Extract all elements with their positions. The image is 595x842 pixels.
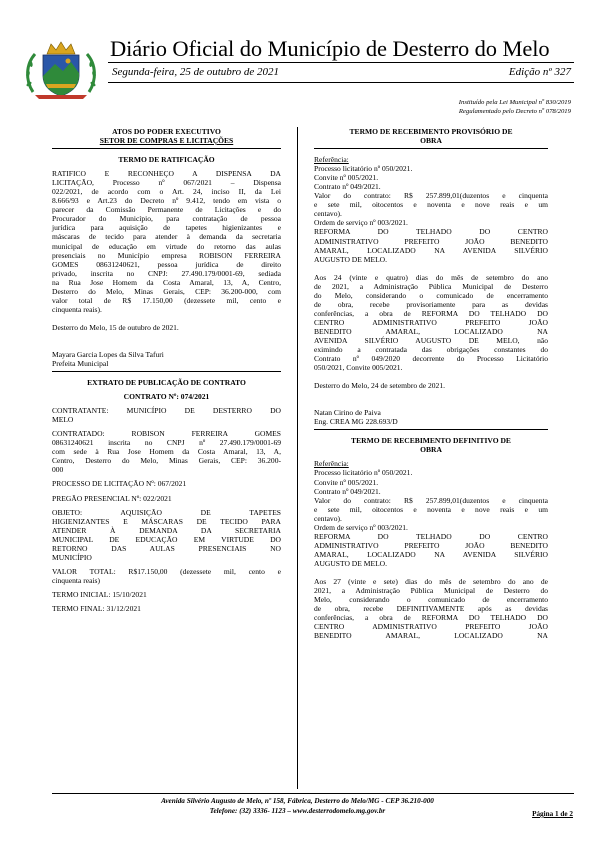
text-line: CENTRO ADMINISTRATIVO PREFEITO JOÃO [314,317,548,327]
text-line: Contrato nº 049/2020 decorrente do Processo Licitatório [314,354,548,364]
provisorio-heading: OBRA [420,136,442,146]
institution-decree: Regulamentado pelo Decreto nº 078/2019 [458,108,571,115]
text-line: RATIFICO E RECONHEÇO A DISPENSA DA [52,169,281,179]
objeto-text [52,508,281,562]
text-line: HIGIENIZANTES E MÁSCARAS DE TECIDO PARA [52,516,281,526]
contratante-line: CONTRATANTE: MUNICÍPIO DE DESTERRO DO [52,406,281,416]
text-line: conferências, a obra de REFORMA DO TELHADO DO [314,613,548,623]
right-column [314,127,548,640]
text-line: AUGUSTO DE MELO. [314,254,388,264]
text-line: com sede à Rua Jose Homem da Costa Amaral, 13, A, [52,447,281,457]
signer-name: Mayara Garcia Lopes da Silva Tafuri [52,349,164,359]
definitivo-heading: TERMO DE RECEBIMENTO DEFINITIVO DE [351,436,511,446]
text-line: conferências, a obra de REFORMA DO TELHADO DO [314,308,548,318]
issue-date: Segunda-feira, 25 de outubro de 2021 [112,66,280,78]
text-line: ATENDER À DEMANDA DA SECRETARIA [52,525,281,535]
text-line: parecer da Comissão Permanente de Licitações e do [52,205,281,215]
text-line: de obra, recebe DEFINITIVAMENTE após as devidas [314,604,548,614]
text-line: Convite nº 005/2021. [314,173,379,183]
valor-line: cinquenta reais) [52,575,100,585]
footer-rule [52,793,574,794]
text-line: Desterro do Melo, Minas Gerais, CEP: 36.200-000, com [52,286,281,296]
text-line: Referência: [314,155,349,165]
text-line: MUNICIPAL DE EDUCAÇÃO EM VIRTUDE DO [52,534,281,544]
section-rule [314,429,548,430]
def-reference [314,459,548,568]
text-line: MUNICÍPIO [52,552,92,562]
text-line: 000 [52,465,64,475]
text-line: eximindo a contratada das obrigações constantes do [314,345,548,355]
header-rule-lower [108,82,574,83]
pregao-line: PREGÃO PRESENCIAL Nº: 022/2021 [52,493,172,503]
text-line: jurídica para aquisição de tapetes higienizantes e [52,223,281,233]
text-line: 2021, a Administração Pública Municipal de Desterro do [314,586,548,596]
text-line: Centro, Desterro do Melo, Minas Gerais, CEP: 36.200- [52,456,281,466]
text-line: do Melo, considerando o comunicado de encerramento [314,290,548,300]
text-line: 8.666/93 e Art.23 do Decreto nº 9.412, tendo em vista o [52,196,281,206]
contrato-number-heading: CONTRATO Nº: 074/2021 [123,392,210,402]
text-line: e sete mil, oitocentos e noventa e nove reais e um [314,504,548,514]
text-line: AUGUSTO DE MELO. [314,558,388,568]
text-line: CENTRO ADMINISTRATIVO PREFEITO JOÃO [314,622,548,632]
text-line: centavo). [314,513,342,523]
contratado-text [52,429,281,474]
section-rule [314,148,548,149]
edition-number: Edição nº 327 [508,66,571,78]
institution-law: Instituído pela Lei Municipal nº 830/2019 [458,99,571,106]
text-line: Aos 27 (vinte e sete) dias do mês de setembro do ano de [314,576,548,586]
text-line: de obra, recebe provisoriamente para as devidas [314,299,548,309]
text-line: valor total de R$ 17.150,00 (dezessete mil, cento e [52,295,281,305]
prov-reference [314,155,548,264]
text-line: presenciais no Município empresa ROBISON FERREIRA [52,250,281,260]
column-divider [297,127,298,789]
contratante-line: MELO [52,415,74,425]
text-line: Contrato nº 049/2021. [314,486,381,496]
text-line: 08631240621 inscrita no CNPJ nº 27.490.179/0001-69 [52,438,281,448]
text-line: CONTRATADO: ROBISON FERREIRA GOMES [52,429,281,439]
text-line: Processo licitatório nº 050/2021. [314,468,413,478]
text-line: privado, inscrita no CNPJ: 27.490.179/0001-69, sediada [52,268,281,278]
ratificacao-place-date: Desterro do Melo, 15 de outubro de 2021. [52,322,179,332]
processo-line: PROCESSO DE LICITAÇÃO Nº: 067/2021 [52,479,187,489]
text-line: Contrato nº 049/2021. [314,182,381,192]
text-line: Processo licitatório nº 050/2021. [314,164,413,174]
text-line: REFORMA DO TELHADO DO CENTRO [314,227,548,237]
termo-inicial: TERMO INICIAL: 15/10/2021 [52,589,147,599]
text-line: Melo, considerando o comunicado de encerramento [314,595,548,605]
text-line: cinquenta reais). [52,304,102,314]
prov-place-date: Desterro do Melo, 24 de setembro de 2021. [314,381,445,391]
text-line: ADMINISTRATIVO PREFEITO JOÃO BENEDITO [314,236,548,246]
valor-line: VALOR TOTAL: R$17.150,00 (dezessete mil, cento e [52,566,281,576]
text-line: Procurador do Município, para contratação de pessoa [52,214,281,224]
provisorio-heading: TERMO DE RECEBIMENTO PROVISÓRIO DE [349,127,513,136]
text-line: Convite nº 005/2021. [314,477,379,487]
ratificacao-text [52,169,281,314]
prov-body [314,273,548,373]
text-line: municipal de educação em virtude do retorno das aulas [52,241,281,251]
text-line: de 2021, a Administração Pública Municipal de Desterro [314,281,548,291]
text-line: AMARAL, LOCALIZADO NA AVENIDA SILVÉRIO [314,549,548,559]
text-line: Valor do contrato: R$ 257.899,01(duzentos e cinquenta [314,495,548,505]
page-number: Página 1 de 2 [532,810,573,818]
text-line: OBJETO: AQUISIÇÃO DE TAPETES [52,507,281,517]
extrato-heading: EXTRATO DE PUBLICAÇÃO DE CONTRATO [87,378,246,388]
section-executive-heading: ATOS DO PODER EXECUTIVO [112,127,221,136]
ratificacao-heading: TERMO DE RATIFICAÇÃO [118,155,215,165]
text-line: BENEDITO AMARAL, LOCALIZADO NA [314,631,548,641]
gazette-title: Diário Oficial do Município de Desterro do Melo [110,36,550,61]
text-line: AMARAL, LOCALIZADO NA AVENIDA SILVÉRIO [314,245,548,255]
text-line: LICITAÇÃO, Processo nº 067/2021 – Dispensa [52,178,281,188]
text-line: Ordem de serviço nº 003/2021. [314,522,408,532]
def-body [314,577,548,640]
text-line: Ordem de serviço nº 003/2021. [314,218,408,228]
footer-address: Avenida Silvério Augusto de Melo, nº 158, Fábrica, Desterro do Melo/MG - CEP 36.210-000 [161,797,434,805]
termo-final: TERMO FINAL: 31/12/2021 [52,603,141,613]
text-line: GOMES 08631240621, pessoa jurídica de direito [52,259,281,269]
text-line: centavo). [314,209,342,219]
text-line: Aos 24 (vinte e quatro) dias do mês de setembro do ano [314,272,548,282]
engineer-name: Natan Cirino de Paiva [314,408,381,418]
header-rule [108,62,574,63]
text-line: máscaras de tecido para atender à demanda da secretaria [52,232,281,242]
text-line: e sete mil, oitocentos e noventa e nove reais e um [314,200,548,210]
text-line: AVENIDA SILVÉRIO AUGUSTO DE MELO, não [314,335,548,345]
signer-title: Prefeita Municipal [52,358,109,368]
text-line: na Rua Jose Homem da Costa Amaral, 13, A, Centro, [52,277,281,287]
footer-phone: Telefone: (32) 3336- 1123 – www.desterrodomelo.mg.gov.br [209,807,386,815]
text-line: Referência: [314,459,349,469]
text-line: Valor do contrato: R$ 257.899,01(duzentos e cinquenta [314,191,548,201]
definitivo-heading: OBRA [420,445,442,455]
text-line: BENEDITO AMARAL, LOCALIZADO NA [314,326,548,336]
municipal-coat-of-arms-icon [21,40,101,100]
text-line: 022/2021, de acordo com o Art. 24, inciso II, da Lei [52,187,281,197]
text-line: RETORNO DAS AULAS PRESENCIAIS NO [52,543,281,553]
text-line: REFORMA DO TELHADO DO CENTRO [314,531,548,541]
section-purchasing-heading: SETOR DE COMPRAS E LICITAÇÕES [99,136,234,146]
text-line: 050/2021, Convite 005/2021. [314,363,403,373]
text-line: ADMINISTRATIVO PREFEITO JOÃO BENEDITO [314,540,548,550]
engineer-crea: Eng. CREA MG 228.693/D [314,417,398,427]
section-rule [52,148,281,149]
left-column [52,127,281,613]
section-rule [52,371,281,372]
